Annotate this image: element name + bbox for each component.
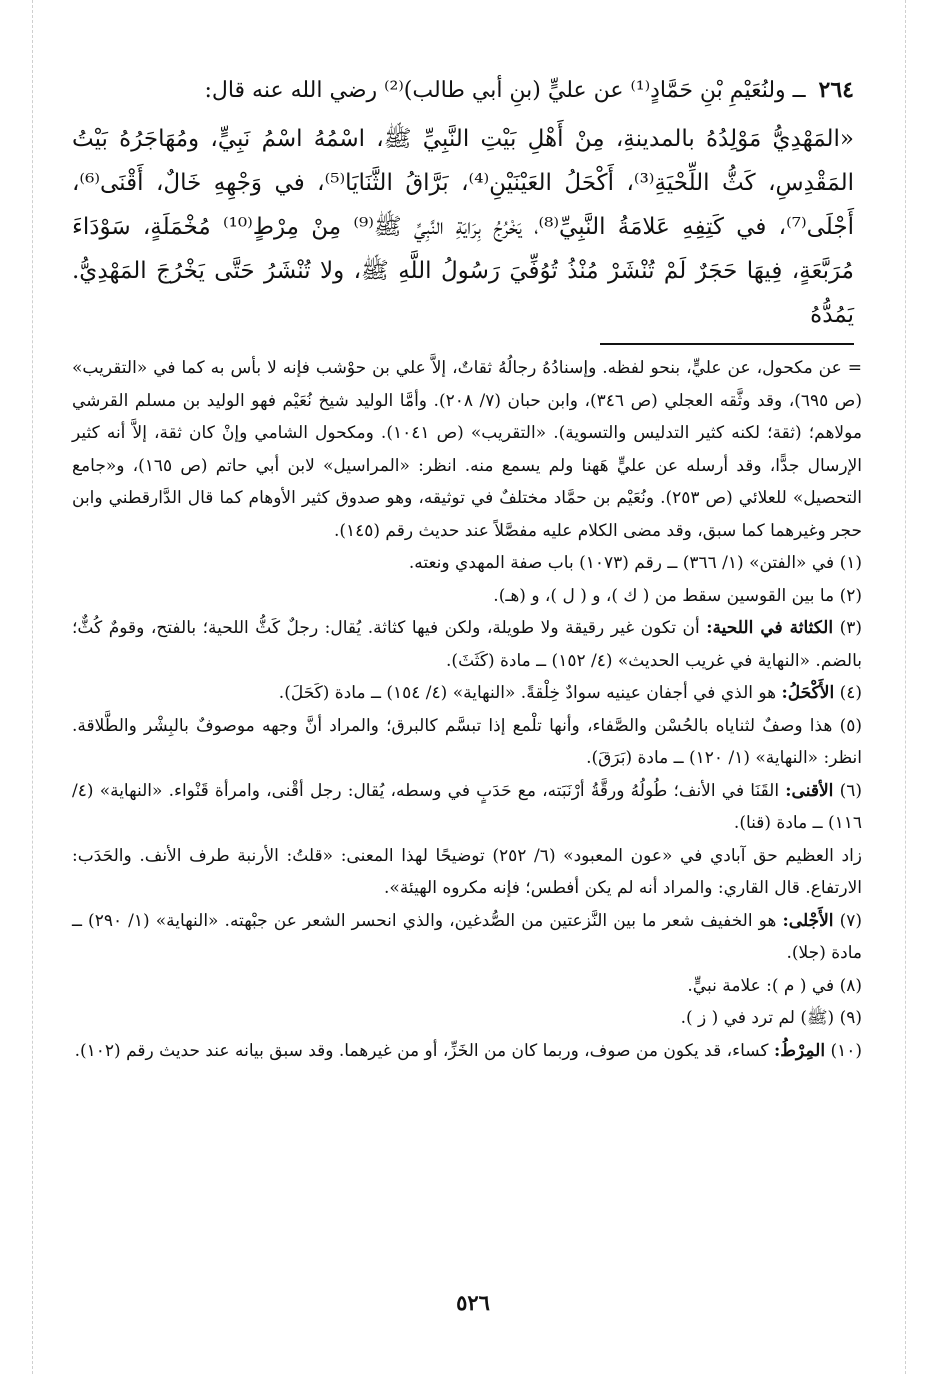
footnote-text: القَنَا في الأنف؛ طُولُهُ ورقَّةُ أرْنَبَته، مع حَدَبٍ في وسطه، يُقال: رجل أقْنى، وامرأة قَنْواء. «النهاية» (٤/ ١١٦) ــ مادة (قنا). <box>72 780 862 833</box>
footnote-heading: الأَكْحَلُ: <box>781 683 835 703</box>
hadith-text: «المَهْدِيُّ مَوْلِدُهُ بالمدينةِ، مِنْ أَهْلِ بَيْتِ النَّبِيِّ ﷺ، اسْمُهُ اسْمُ نَبِيٍّ، ومُهَاجَرُهُ بَيْتُ المَقْدِسِ، كَثُّ اللِّحْيَةِ⁽³⁾، أَكْحَلُ العَيْنَيْنِ⁽⁴⁾، بَرَّاقُ الثَّنَايَا⁽⁵⁾، في وَجْهِهِ خَالٌ، أَقْنَى⁽⁶⁾، أَجْلَى⁽⁷⁾، في كَتِفِهِ عَلامَةُ النَّبِيِّ⁽⁸⁾، يَخْرُجُ بِرَايَةِ النَّبِيِّ ﷺ⁽⁹⁾ مِنْ مِرْطٍ⁽¹⁰⁾ مُخْمَلَةٍ، سَوْدَاءَ مُرَبَّعَةٍ، فِيهَا حَجَرٌ لَمْ تُنْشَرْ مُنْذُ تُوُفِّيَ رَسُولُ اللَّهِ ﷺ، ولا تُنْشَرُ حَتَّى يَخْرُجَ المَهْدِيُّ. يَمُدُّهُ <box>72 126 855 328</box>
footnote-number: (١) <box>839 553 862 573</box>
footnote-text: أن تكون غير رقيقة ولا طويلة، ولكن فيها كثاثة. يُقال: رجلٌ كَثُّ اللحية؛ بالفتح، وقومٌ كُثٌّ؛ بالضم. «النهاية في غريب الحديث» (٤/ ١٥٢) ــ مادة (كَثَثَ). <box>72 618 862 671</box>
hadith-number: ٢٦٤ <box>818 77 854 103</box>
footnote-text: زاد العظيم حق آبادي في «عون المعبود» (٦/ ٢٥٢) توضيحًا لهذا المعنى: «قلتُ: الأرنبة طرف الأنف. والحَدَب: الارتفاع. قال القاري: والمراد أنه لم يكن أفطس؛ فإنه مكروه الهيئة». <box>72 845 863 898</box>
footnote-heading: المِرْطُ: <box>773 1040 826 1061</box>
footnote-number: (٣) <box>839 618 863 638</box>
footnote-continuation: = عن مكحول، عن عليٍّ، بنحو لفظه. وإسنادُهُ رجالُهُ ثقاتٌ، إلاَّ علي بن حوْشب فإنه لا بأس به كما في «التقريب» (ص ٦٩٥)، وقد وثَّقه العجلي (ص ٣٤٦)، وابن حبان (٧/ ٢٠٨). وأمَّا الوليد شيخ نُعَيْم فهو الوليد بن مسلم القرشي مولاهم؛ (ثقة؛ لكنه كثير التدليس والتسوية). «التقريب» (ص ١٠٤١). ومكحول الشامي وإنْ كان ثقة، إلاَّ أنه كثير الإرسال جدًّا، وقد أرسله عن عليٍّ هَهنا ولم يسمع منه. انظر: «المراسيل» لابن أبي حاتم (ص ١٦٥)، و«جامع التحصيل» للعلائي (ص ٢٥٣). ونُعَيْم بن حمَّاد مختلفٌ في توثيقه، وهو صدوق كثير الأوهام كما قال الدَّارقطني وابن حجر وغيرهما كما سبق، وقد مضى الكلام عليه مفصَّلاً عند حديث رقم (١٤٥). <box>72 358 862 541</box>
footnote-heading: الأَجْلى: <box>782 910 834 931</box>
page-number: ٥٢٦ <box>456 1290 490 1315</box>
footnote-number: (١٠) <box>830 1040 862 1061</box>
footnote-10 <box>72 1035 862 1068</box>
footnote-3 <box>72 612 862 677</box>
footnote-8 <box>72 970 862 1003</box>
footnote-number: (٨) <box>839 975 862 996</box>
footnote-heading: الكثاثة في اللحية: <box>706 618 834 638</box>
footnote-text: (ﷺ) لم ترد في ( ز ). <box>680 1008 835 1028</box>
footnote-6-addendum <box>72 840 862 905</box>
footnote-heading: الأقنى: <box>785 780 834 801</box>
footnote-2 <box>72 580 862 613</box>
footnote-text: هذا وصفٌ لثناياه بالحُسْن والصَّفاء، وأنها تلْمع إذا تبسَّم كالبرق؛ والمراد أنَّ وجهه موصوفٌ بالبِشْر والطَّلاقة. انظر: «النهاية» (١/ ١٢٠) ــ مادة (بَرَقَ). <box>72 715 862 768</box>
footnote-1 <box>72 547 862 580</box>
footnote-number: (٥) <box>839 715 863 736</box>
hadith-intro: ــ ولنُعَيْمِ بْنِ حَمَّادٍ⁽¹⁾ عن عليٍّ (بنِ أبي طالب)⁽²⁾ رضي الله عنه قال: <box>204 78 806 103</box>
footnote-6 <box>72 775 862 840</box>
left-margin-guide <box>32 0 33 1374</box>
footnote-number: (٧) <box>839 910 863 931</box>
hadith-header <box>72 68 854 113</box>
footnote-separator <box>600 343 854 345</box>
footnote-text: في «الفتن» (١/ ٣٦٦) ــ رقم (١٠٧٣) باب صفة المهدي ونعته. <box>408 553 835 573</box>
hadith-block <box>72 68 854 337</box>
footnotes-block <box>72 352 862 1067</box>
footnote-text: في ( م ): علامة نبيٍّ. <box>687 975 835 996</box>
footnote-number: (٢) <box>839 585 862 606</box>
footnote-text: هو الخفيف شعر ما بين النَّزعتين من الصُّدغين، والذي انحسر الشعر عن جبْهته. «النهاية» (١/ ٢٩٠) ــ مادة (جلا). <box>72 910 862 963</box>
footnote-text: كساء، قد يكون من صوف، وربما كان من الخَزِّ، أو من غيرهما. وقد سبق بيانه عند حديث رقم (١٠٢). <box>74 1040 769 1061</box>
footnote-text: ما بين القوسين سقط من ( ك )، و ( ل )، و (هـ). <box>493 585 835 606</box>
footnote-number: (٩) <box>839 1008 862 1028</box>
footnote-text: هو الذي في أجفان عينيه سوادٌ خِلْقةً. «النهاية» (٤/ ١٥٤) ــ مادة (كَحَلَ). <box>278 683 777 703</box>
right-margin-guide <box>905 0 906 1374</box>
footnote-number: (٦) <box>839 780 862 801</box>
footnote-7 <box>72 905 862 970</box>
footnote-5 <box>72 710 862 775</box>
footnote-4 <box>72 677 862 710</box>
footnote-9 <box>72 1002 862 1035</box>
footnote-number: (٤) <box>839 683 862 703</box>
